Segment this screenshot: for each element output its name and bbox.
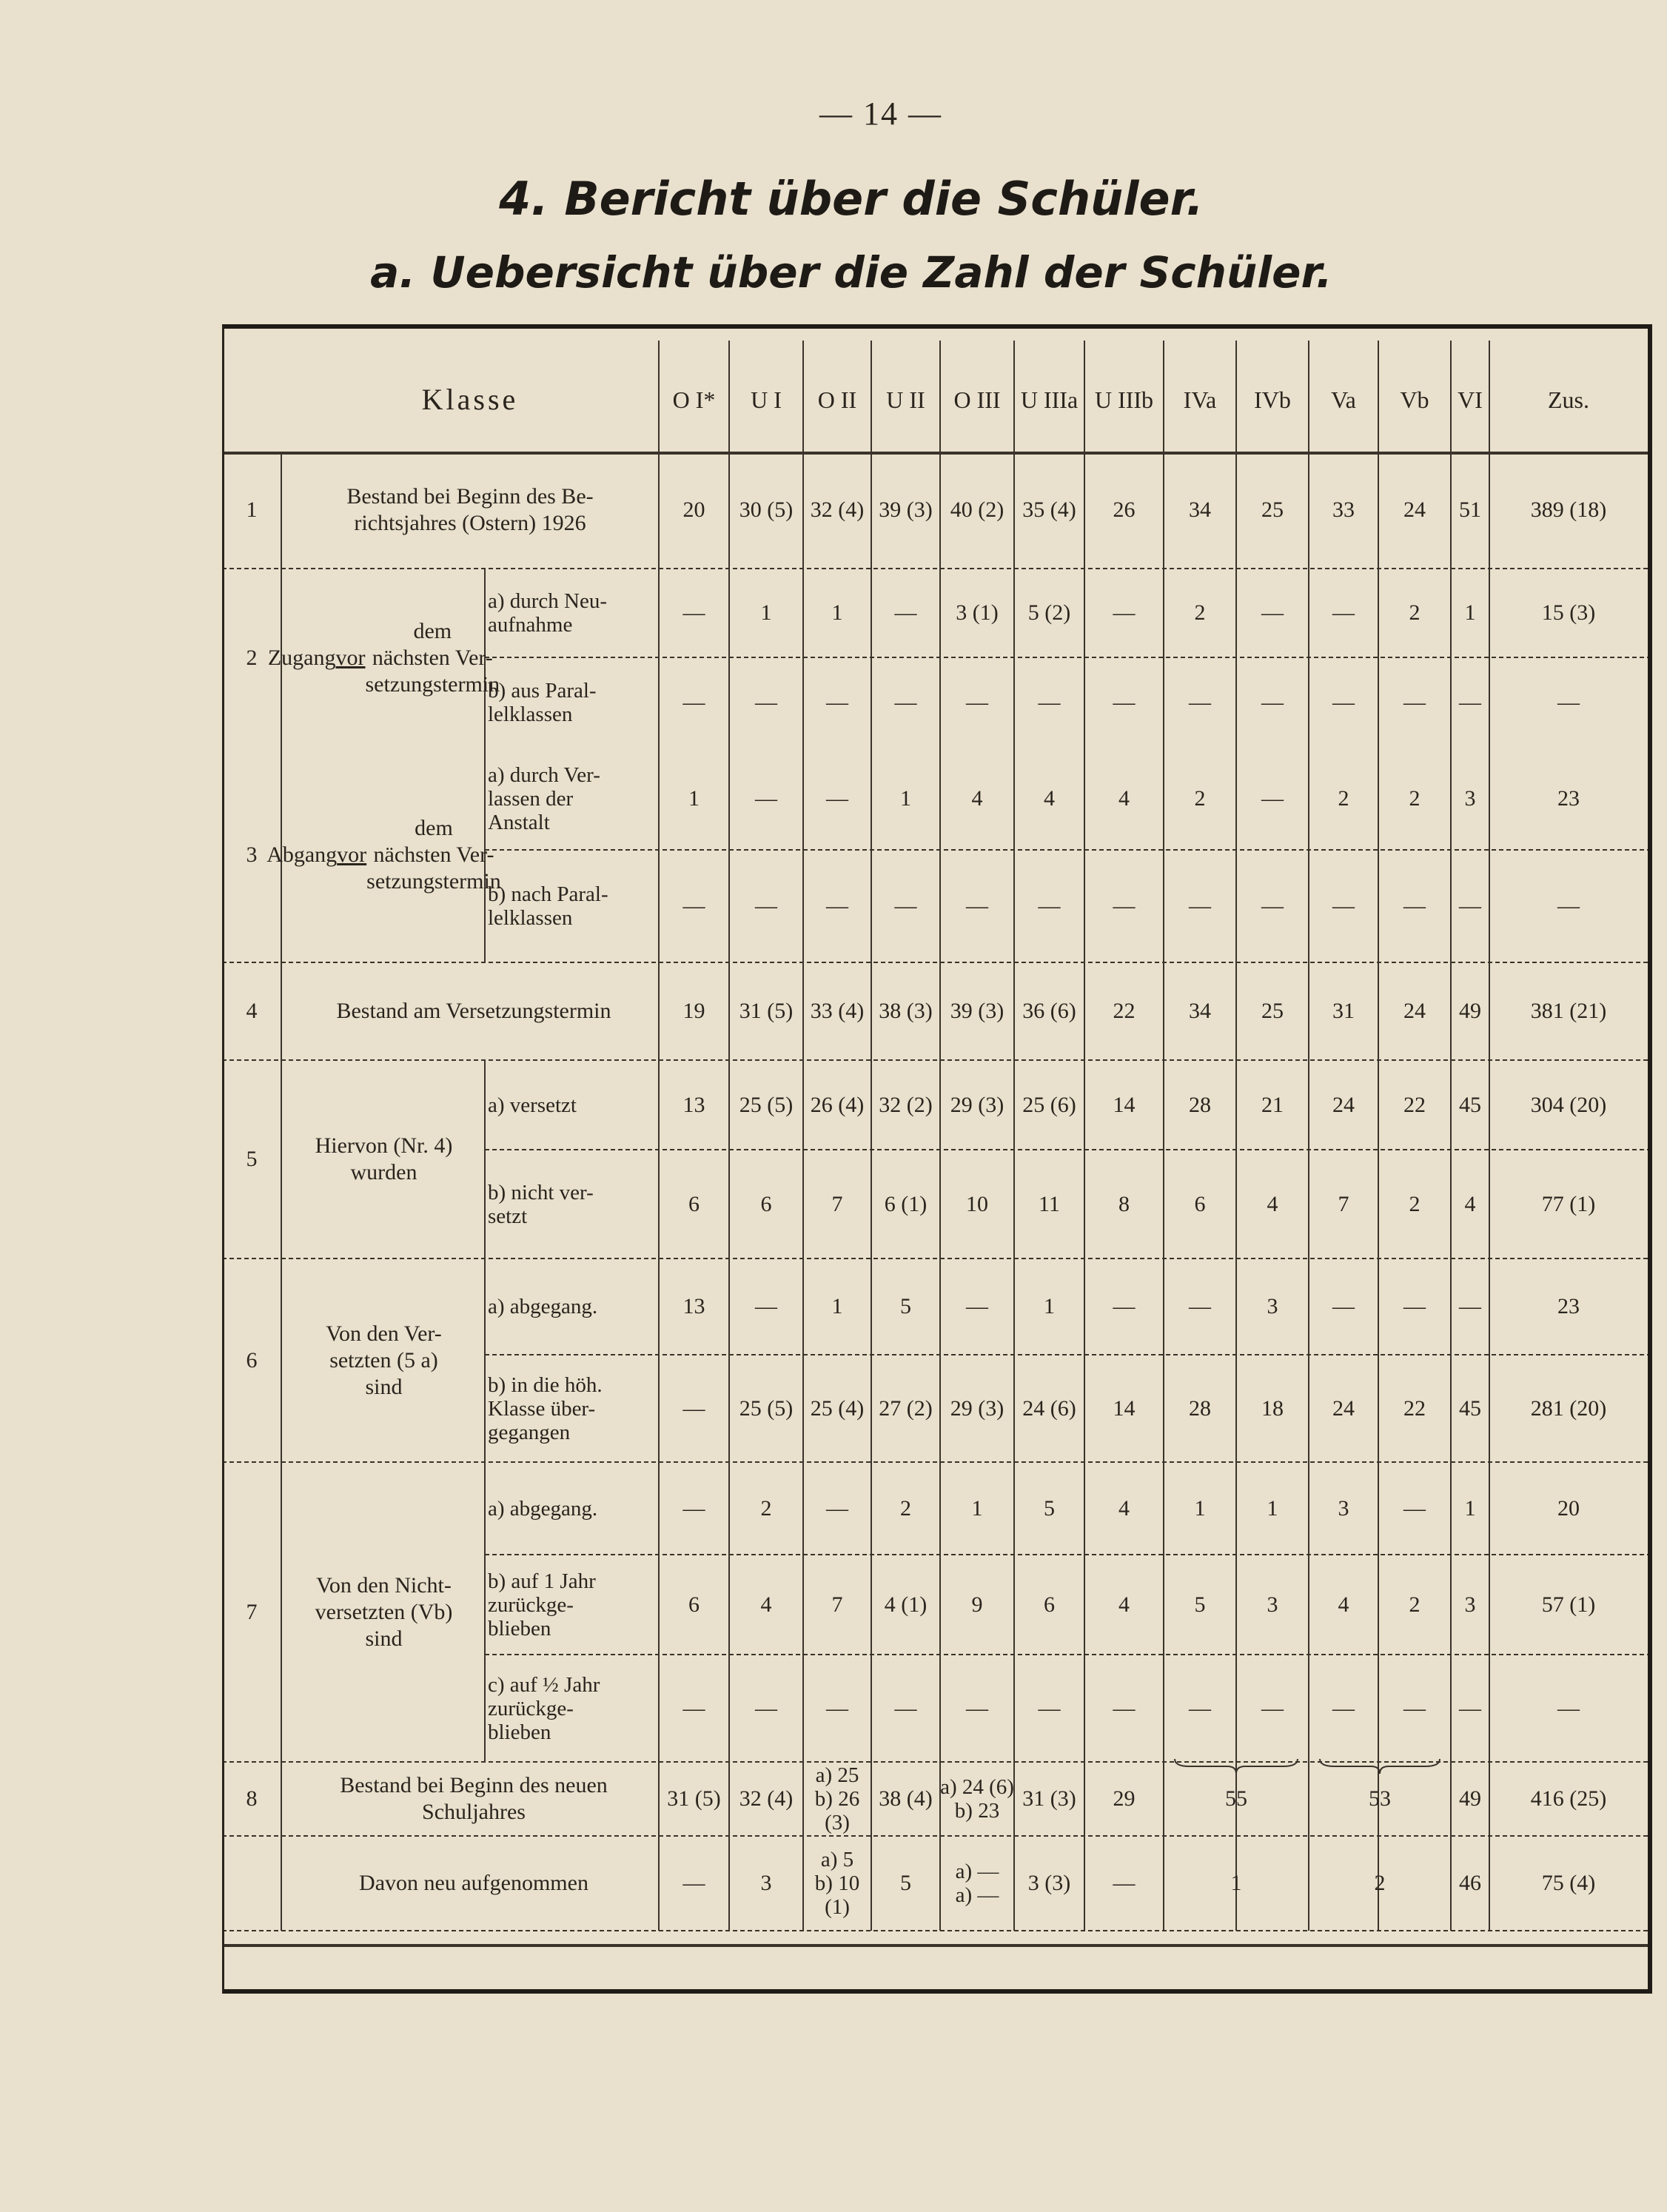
row-group-6: Von den Ver- setzten (5 a) sind (326, 1321, 442, 1399)
value-r10-c3: 25 (4) (810, 1395, 865, 1421)
value-r13-c8: — (1189, 1695, 1211, 1720)
value-r7-c12: 45 (1459, 1092, 1481, 1117)
value-r13-c2: — (755, 1695, 777, 1720)
value-r11-c11: — (1403, 1495, 1426, 1521)
value-r13-c10: — (1332, 1695, 1355, 1720)
value-r6-c2: 31 (5) (739, 999, 794, 1023)
value-r15-c10: 2 (1374, 1871, 1386, 1895)
value-r9-c3: 1 (831, 1294, 843, 1318)
value-r12-c11: 2 (1409, 1592, 1421, 1617)
value-r10-c8: 28 (1189, 1395, 1211, 1421)
value-r3-c10: — (1332, 690, 1355, 714)
value-r14-c3: a) 25 b) 26 (3) (814, 1763, 860, 1834)
value-r1-c3: 32 (4) (810, 497, 865, 522)
value-r3-c4: — (894, 690, 917, 714)
value-r1-c2: 30 (5) (739, 497, 794, 522)
value-r14-c6: 31 (3) (1022, 1786, 1076, 1811)
header-klasse: Klasse (421, 383, 519, 416)
value-r12-c5: 9 (971, 1592, 983, 1617)
value-r12-c4: 4 (1) (884, 1592, 928, 1617)
value-r5-c1: — (682, 894, 705, 918)
value-r3-c3: — (826, 690, 848, 714)
value-r1-c1: 20 (682, 497, 705, 522)
value-r12-c12: 3 (1464, 1592, 1476, 1617)
header-col-7: IVa (1183, 386, 1217, 413)
value-r11-c10: 3 (1338, 1495, 1349, 1521)
value-r2-c5: 3 (1) (956, 600, 999, 625)
header-col-6: U IIIb (1094, 386, 1154, 413)
value-r4-c1: 1 (688, 786, 700, 811)
value-r13-c13: — (1557, 1695, 1580, 1720)
value-r13-c9: — (1261, 1695, 1284, 1720)
value-r5-c11: — (1403, 894, 1426, 918)
value-r3-c8: — (1189, 690, 1211, 714)
row-number-6: 6 (246, 1347, 258, 1373)
value-r7-c6: 25 (6) (1022, 1092, 1076, 1117)
row-label-8: Bestand bei Beginn des neuen Schuljahres (340, 1773, 608, 1824)
value-r3-c2: — (755, 690, 777, 714)
value-r4-c9: — (1261, 786, 1284, 811)
value-r5-c4: — (894, 894, 917, 918)
row-number-7: 7 (246, 1599, 258, 1624)
value-r6-c1: 19 (682, 999, 705, 1023)
row-sub-5b: b) nicht ver- setzt (488, 1180, 594, 1228)
value-r5-c5: — (966, 894, 988, 918)
value-r11-c2: 2 (760, 1495, 772, 1521)
page-subtitle: a. Uebersicht über die Zahl der Schüler. (370, 247, 1332, 298)
value-r11-c7: 4 (1118, 1495, 1130, 1521)
value-r2-c11: 2 (1409, 600, 1421, 625)
value-r10-c10: 24 (1332, 1395, 1355, 1421)
value-r14-c12: 49 (1459, 1786, 1481, 1811)
header-col-10: Vb (1400, 386, 1429, 413)
value-r8-c5: 10 (966, 1191, 988, 1216)
value-r1-c8: 34 (1189, 497, 1211, 522)
value-r2-c2: 1 (760, 600, 772, 625)
value-r12-c13: 57 (1) (1541, 1592, 1596, 1617)
value-r10-c2: 25 (5) (739, 1395, 794, 1421)
value-r4-c11: 2 (1409, 786, 1421, 811)
value-r8-c7: 8 (1118, 1191, 1130, 1216)
value-r11-c3: — (826, 1495, 848, 1521)
value-r2-c8: 2 (1194, 600, 1206, 625)
pupil-count-table (222, 324, 1652, 1994)
value-r8-c13: 77 (1) (1541, 1191, 1596, 1216)
value-r4-c10: 2 (1338, 786, 1349, 811)
row-number-5: 5 (246, 1147, 258, 1171)
value-r15-c5: a) — a) — (955, 1860, 999, 1907)
value-r5-c3: — (826, 894, 848, 918)
value-r8-c2: 6 (760, 1191, 772, 1216)
value-r11-c8: 1 (1194, 1495, 1206, 1521)
value-r6-c11: 24 (1403, 999, 1426, 1023)
header-col-2: O II (817, 386, 857, 413)
value-r4-c6: 4 (1044, 786, 1055, 811)
value-r2-c3: 1 (831, 600, 843, 625)
value-r4-c5: 4 (971, 786, 983, 811)
value-r9-c12: — (1459, 1294, 1481, 1318)
value-r6-c5: 39 (3) (950, 999, 1004, 1023)
header-col-8: IVb (1254, 386, 1291, 413)
row-number-4: 4 (246, 999, 258, 1023)
value-r5-c6: — (1038, 894, 1061, 918)
value-r7-c5: 29 (3) (950, 1092, 1004, 1117)
value-r7-c13: 304 (20) (1530, 1092, 1607, 1117)
row-number-2: 2 (246, 646, 258, 670)
value-r14-c13: 416 (25) (1530, 1786, 1607, 1811)
value-r14-c1: 31 (5) (667, 1786, 721, 1811)
value-r5-c9: — (1261, 894, 1284, 918)
value-r5-c2: — (755, 894, 777, 918)
value-r15-c6: 3 (3) (1027, 1871, 1071, 1895)
value-r1-c7: 26 (1113, 497, 1136, 522)
value-r9-c9: 3 (1267, 1294, 1278, 1318)
value-r6-c13: 381 (21) (1530, 999, 1607, 1023)
value-r7-c3: 26 (4) (810, 1092, 865, 1117)
value-r5-c13: — (1557, 894, 1580, 918)
value-r10-c12: 45 (1459, 1395, 1481, 1421)
value-r10-c9: 18 (1261, 1395, 1284, 1421)
value-r9-c10: — (1332, 1294, 1355, 1318)
value-r11-c6: 5 (1044, 1495, 1055, 1521)
value-r10-c6: 24 (6) (1022, 1395, 1076, 1421)
value-r4-c2: — (755, 786, 777, 811)
value-r12-c6: 6 (1044, 1592, 1055, 1617)
value-r15-c12: 46 (1459, 1871, 1481, 1895)
value-r6-c10: 31 (1332, 999, 1355, 1023)
value-r5-c12: — (1459, 894, 1481, 918)
value-r5-c7: — (1113, 894, 1136, 918)
row-sub-3b: b) nach Paral- lelklassen (488, 882, 608, 930)
row-sub-6a: a) abgegang. (488, 1295, 598, 1318)
value-r5-c10: — (1332, 894, 1355, 918)
value-r8-c3: 7 (831, 1191, 843, 1216)
row-number-8: 8 (246, 1786, 258, 1811)
value-r9-c8: — (1189, 1294, 1211, 1318)
value-r10-c1: — (682, 1395, 705, 1421)
row-group-3: Abgang vor dem nächsten Ver- setzungstermin (266, 816, 501, 894)
value-r1-c10: 33 (1332, 497, 1355, 522)
value-r12-c10: 4 (1338, 1592, 1349, 1617)
value-r3-c7: — (1113, 690, 1136, 714)
row-sub-7c: c) auf ½ Jahr zurückge- blieben (488, 1672, 600, 1744)
value-r9-c1: 13 (682, 1294, 705, 1318)
value-r1-c4: 39 (3) (879, 497, 933, 522)
value-r2-c1: — (682, 600, 705, 625)
value-r13-c11: — (1403, 1695, 1426, 1720)
value-r6-c6: 36 (6) (1022, 999, 1076, 1023)
value-r8-c4: 6 (1) (884, 1191, 928, 1216)
value-r11-c5: 1 (971, 1495, 983, 1521)
value-r3-c9: — (1261, 690, 1284, 714)
row-sub-2a: a) durch Neu- aufnahme (488, 589, 608, 637)
value-r1-c11: 24 (1403, 497, 1426, 522)
value-r13-c1: — (682, 1695, 705, 1720)
value-r6-c8: 34 (1189, 999, 1211, 1023)
value-r6-c7: 22 (1113, 999, 1136, 1023)
value-r11-c4: 2 (900, 1495, 911, 1521)
header-col-12: Zus. (1548, 386, 1589, 413)
row-sub-7a: a) abgegang. (488, 1496, 598, 1521)
value-r15-c7: — (1113, 1871, 1136, 1895)
value-r2-c4: — (894, 600, 917, 625)
row-sub-5a: a) versetzt (488, 1093, 577, 1117)
value-r12-c2: 4 (760, 1592, 772, 1617)
value-r4-c7: 4 (1118, 786, 1130, 811)
value-r7-c4: 32 (2) (879, 1092, 933, 1117)
value-r13-c5: — (966, 1695, 988, 1720)
value-r13-c4: — (894, 1695, 917, 1720)
row-sub-3a: a) durch Ver- lassen der Anstalt (488, 763, 600, 834)
value-r4-c13: 23 (1557, 786, 1580, 811)
row-label-1: Bestand bei Beginn des Be- richtsjahres (Ostern) 1926 (346, 484, 594, 535)
value-r4-c4: 1 (900, 786, 911, 811)
value-r14-c4: 38 (4) (879, 1786, 933, 1811)
value-r3-c11: — (1403, 690, 1426, 714)
value-r6-c4: 38 (3) (879, 999, 933, 1023)
row-sub-2b: b) aus Paral- lelklassen (488, 679, 597, 726)
value-r7-c1: 13 (682, 1092, 705, 1117)
value-r12-c9: 3 (1267, 1592, 1278, 1617)
value-r8-c10: 7 (1338, 1191, 1349, 1216)
value-r8-c11: 2 (1409, 1191, 1421, 1216)
value-r15-c2: 3 (760, 1871, 772, 1895)
value-r9-c4: 5 (900, 1294, 911, 1318)
header-col-11: VI (1458, 386, 1483, 413)
row-group-7: Von den Nicht- versetzten (Vb) sind (315, 1572, 453, 1651)
row-number-3: 3 (246, 842, 258, 867)
value-r11-c9: 1 (1267, 1495, 1278, 1521)
header-col-5: U IIIa (1020, 386, 1079, 413)
value-r7-c2: 25 (5) (739, 1092, 794, 1117)
header-col-3: U II (886, 386, 925, 413)
value-r9-c7: — (1113, 1294, 1136, 1318)
value-r2-c13: 15 (3) (1541, 600, 1596, 625)
value-r11-c12: 1 (1464, 1495, 1476, 1521)
row-group-5: Hiervon (Nr. 4) wurden (315, 1133, 453, 1184)
value-r11-c13: 20 (1557, 1495, 1580, 1521)
value-r3-c6: — (1038, 690, 1061, 714)
value-r6-c3: 33 (4) (810, 999, 865, 1023)
value-r2-c9: — (1261, 600, 1284, 625)
value-r8-c1: 6 (688, 1191, 700, 1216)
value-r14-c8: 55 (1225, 1786, 1247, 1811)
value-r15-c4: 5 (900, 1871, 911, 1895)
value-r1-c12: 51 (1459, 497, 1481, 522)
value-r1-c6: 35 (4) (1022, 497, 1076, 522)
row-label-4: Bestand am Versetzungstermin (336, 999, 611, 1023)
value-r11-c1: — (682, 1495, 705, 1521)
value-r4-c3: — (826, 786, 848, 811)
value-r12-c1: 6 (688, 1592, 700, 1617)
row-label-9: Davon neu aufgenommen (359, 1871, 588, 1895)
value-r3-c1: — (682, 690, 705, 714)
value-r8-c9: 4 (1267, 1191, 1278, 1216)
value-r9-c5: — (966, 1294, 988, 1318)
value-r3-c5: — (966, 690, 988, 714)
value-r7-c11: 22 (1403, 1092, 1426, 1117)
value-r7-c9: 21 (1261, 1092, 1284, 1117)
value-r6-c12: 49 (1459, 999, 1481, 1023)
value-r3-c12: — (1459, 690, 1481, 714)
value-r10-c11: 22 (1403, 1395, 1426, 1421)
header-col-0: O I* (672, 386, 716, 413)
value-r15-c8: 1 (1230, 1871, 1242, 1895)
value-r13-c12: — (1459, 1695, 1481, 1720)
value-r14-c5: a) 24 (6) b) 23 (940, 1775, 1014, 1823)
value-r12-c8: 5 (1194, 1592, 1206, 1617)
value-r13-c7: — (1113, 1695, 1136, 1720)
row-group-2: Zugang vor dem nächsten Ver- setzungstermin (267, 619, 500, 697)
value-r12-c7: 4 (1118, 1592, 1130, 1617)
value-r12-c3: 7 (831, 1592, 843, 1617)
value-r14-c7: 29 (1113, 1786, 1136, 1811)
row-sub-7b: b) auf 1 Jahr zurückge- blieben (488, 1569, 596, 1640)
page-number: — 14 — (819, 95, 942, 132)
value-r13-c6: — (1038, 1695, 1061, 1720)
value-r15-c1: — (682, 1871, 705, 1895)
value-r10-c13: 281 (20) (1530, 1395, 1607, 1421)
header-col-1: U I (751, 386, 782, 413)
value-r1-c13: 389 (18) (1530, 497, 1607, 522)
value-r10-c4: 27 (2) (879, 1395, 933, 1421)
value-r7-c8: 28 (1189, 1092, 1211, 1117)
value-r10-c5: 29 (3) (950, 1395, 1004, 1421)
value-r9-c13: 23 (1557, 1294, 1580, 1318)
value-r1-c9: 25 (1261, 497, 1284, 522)
row-sub-6b: b) in die höh. Klasse über- gegangen (488, 1373, 603, 1444)
value-r1-c5: 40 (2) (950, 497, 1004, 522)
value-r5-c8: — (1189, 894, 1211, 918)
value-r14-c2: 32 (4) (739, 1786, 794, 1811)
value-r8-c8: 6 (1194, 1191, 1206, 1216)
value-r9-c6: 1 (1044, 1294, 1055, 1318)
row-number-1: 1 (246, 497, 258, 522)
value-r4-c12: 3 (1464, 786, 1476, 811)
value-r8-c6: 11 (1039, 1191, 1060, 1216)
value-r6-c9: 25 (1261, 999, 1284, 1023)
value-r7-c10: 24 (1332, 1092, 1355, 1117)
value-r4-c8: 2 (1194, 786, 1206, 811)
value-r8-c12: 4 (1464, 1191, 1476, 1216)
value-r14-c10: 53 (1369, 1786, 1391, 1811)
value-r15-c13: 75 (4) (1541, 1871, 1596, 1895)
value-r9-c2: — (755, 1294, 777, 1318)
value-r2-c6: 5 (2) (1027, 600, 1071, 625)
value-r2-c7: — (1113, 600, 1136, 625)
header-col-9: Va (1331, 386, 1356, 413)
value-r13-c3: — (826, 1695, 848, 1720)
value-r7-c7: 14 (1113, 1092, 1136, 1117)
value-r15-c3: a) 5 b) 10 (1) (814, 1848, 860, 1919)
value-r10-c7: 14 (1113, 1395, 1136, 1421)
value-r9-c11: — (1403, 1294, 1426, 1318)
value-r3-c13: — (1557, 690, 1580, 714)
value-r2-c10: — (1332, 600, 1355, 625)
header-col-4: O III (953, 386, 1001, 413)
page-title: 4. Bericht über die Schüler. (499, 172, 1204, 226)
value-r2-c12: 1 (1464, 600, 1476, 625)
